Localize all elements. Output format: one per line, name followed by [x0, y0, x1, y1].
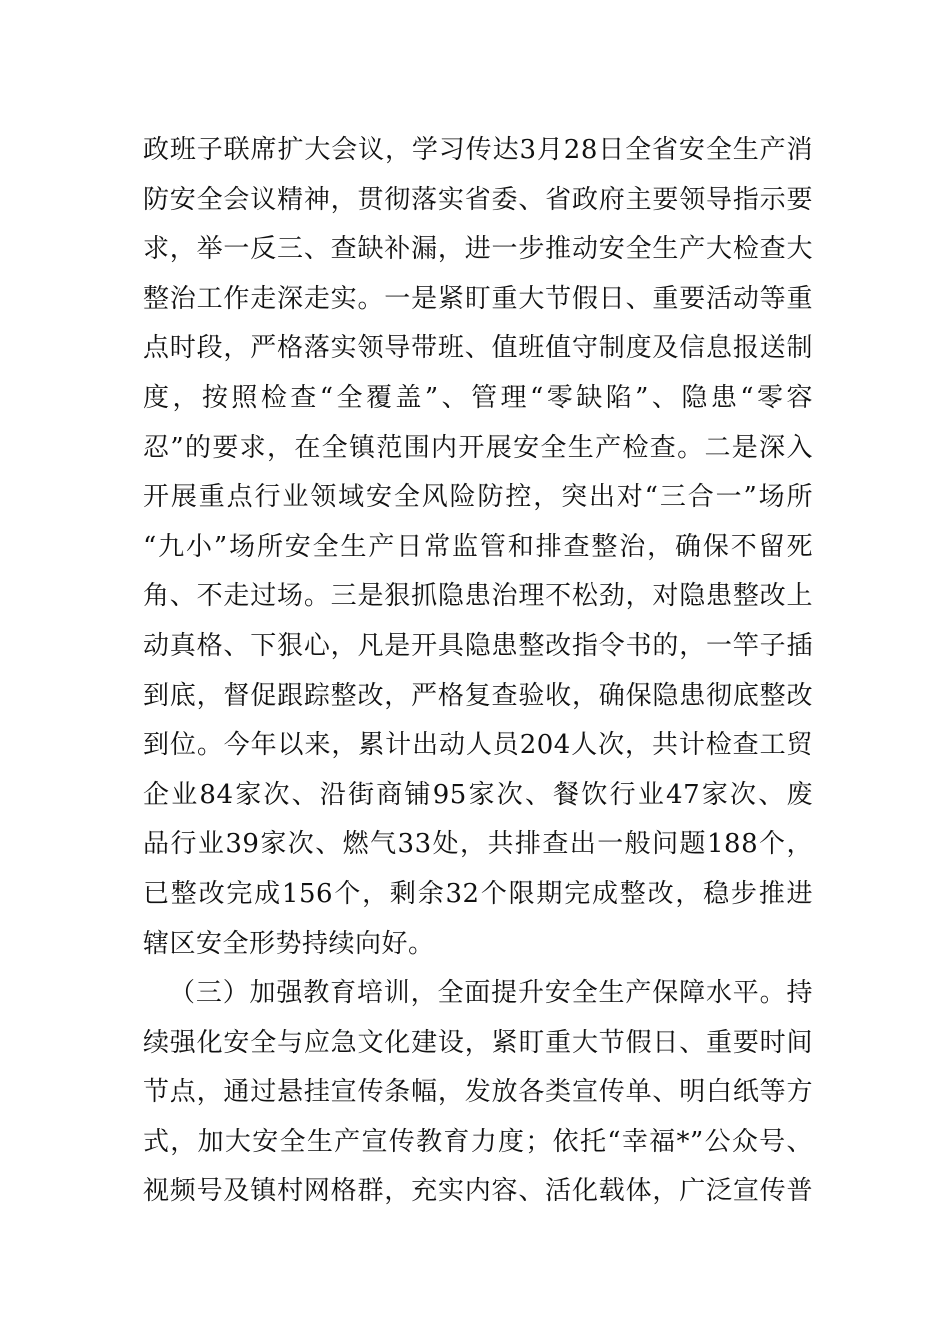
section-heading-line: （三）加强教育培训，全面提升安全生产保障水平。持 [169, 978, 813, 1009]
text-line: 度，按照检查“全覆盖”、管理“零缺陷”、隐患“零容 [143, 382, 813, 413]
text-line: 点时段，严格落实领导带班、值班值守制度及信息报送制 [143, 333, 813, 364]
text-line: 开展重点行业领域安全风险防控，突出对“三合一”场所 [143, 482, 813, 513]
text-line: 节点，通过悬挂宣传条幅，发放各类宣传单、明白纸等方 [143, 1077, 813, 1108]
text-line: 品行业39家次、燃气33处，共排查出一般问题188个， [143, 829, 813, 860]
text-line: 到位。今年以来，累计出动人员204人次，共计检查工贸 [143, 730, 813, 761]
text-line: 政班子联席扩大会议，学习传达3月28日全省安全生产消 [143, 135, 813, 165]
text-line: 到底，督促跟踪整改，严格复查验收，确保隐患彻底整改 [143, 680, 813, 711]
paragraph-end-line: 辖区安全形势持续向好。 [143, 928, 435, 959]
text-line: 企业84家次、沿街商铺95家次、餐饮行业47家次、废 [143, 779, 813, 810]
text-line: 整治工作走深走实。一是紧盯重大节假日、重要活动等重 [143, 283, 813, 314]
text-line: 式，加大安全生产宣传教育力度；依托“幸福*”公众号、 [143, 1126, 813, 1157]
text-line: “九小”场所安全生产日常监管和排查整治，确保不留死 [143, 531, 813, 562]
text-line: 续强化安全与应急文化建设，紧盯重大节假日、重要时间 [143, 1027, 813, 1058]
text-line: 已整改完成156个，剩余32个限期完成整改，稳步推进 [143, 878, 813, 909]
text-line: 视频号及镇村网格群，充实内容、活化载体，广泛宣传普 [143, 1176, 813, 1207]
text-line: 防安全会议精神，贯彻落实省委、省政府主要领导指示要 [143, 184, 813, 215]
text-line: 求，举一反三、查缺补漏，进一步推动安全生产大检查大 [143, 234, 813, 265]
body-text [143, 126, 813, 1217]
text-line: 角、不走过场。三是狠抓隐患治理不松劲，对隐患整改上 [143, 581, 813, 612]
text-line: 忍”的要求，在全镇范围内开展安全生产检查。二是深入 [143, 432, 813, 463]
text-line: 动真格、下狠心，凡是开具隐患整改指令书的，一竿子插 [143, 630, 813, 661]
